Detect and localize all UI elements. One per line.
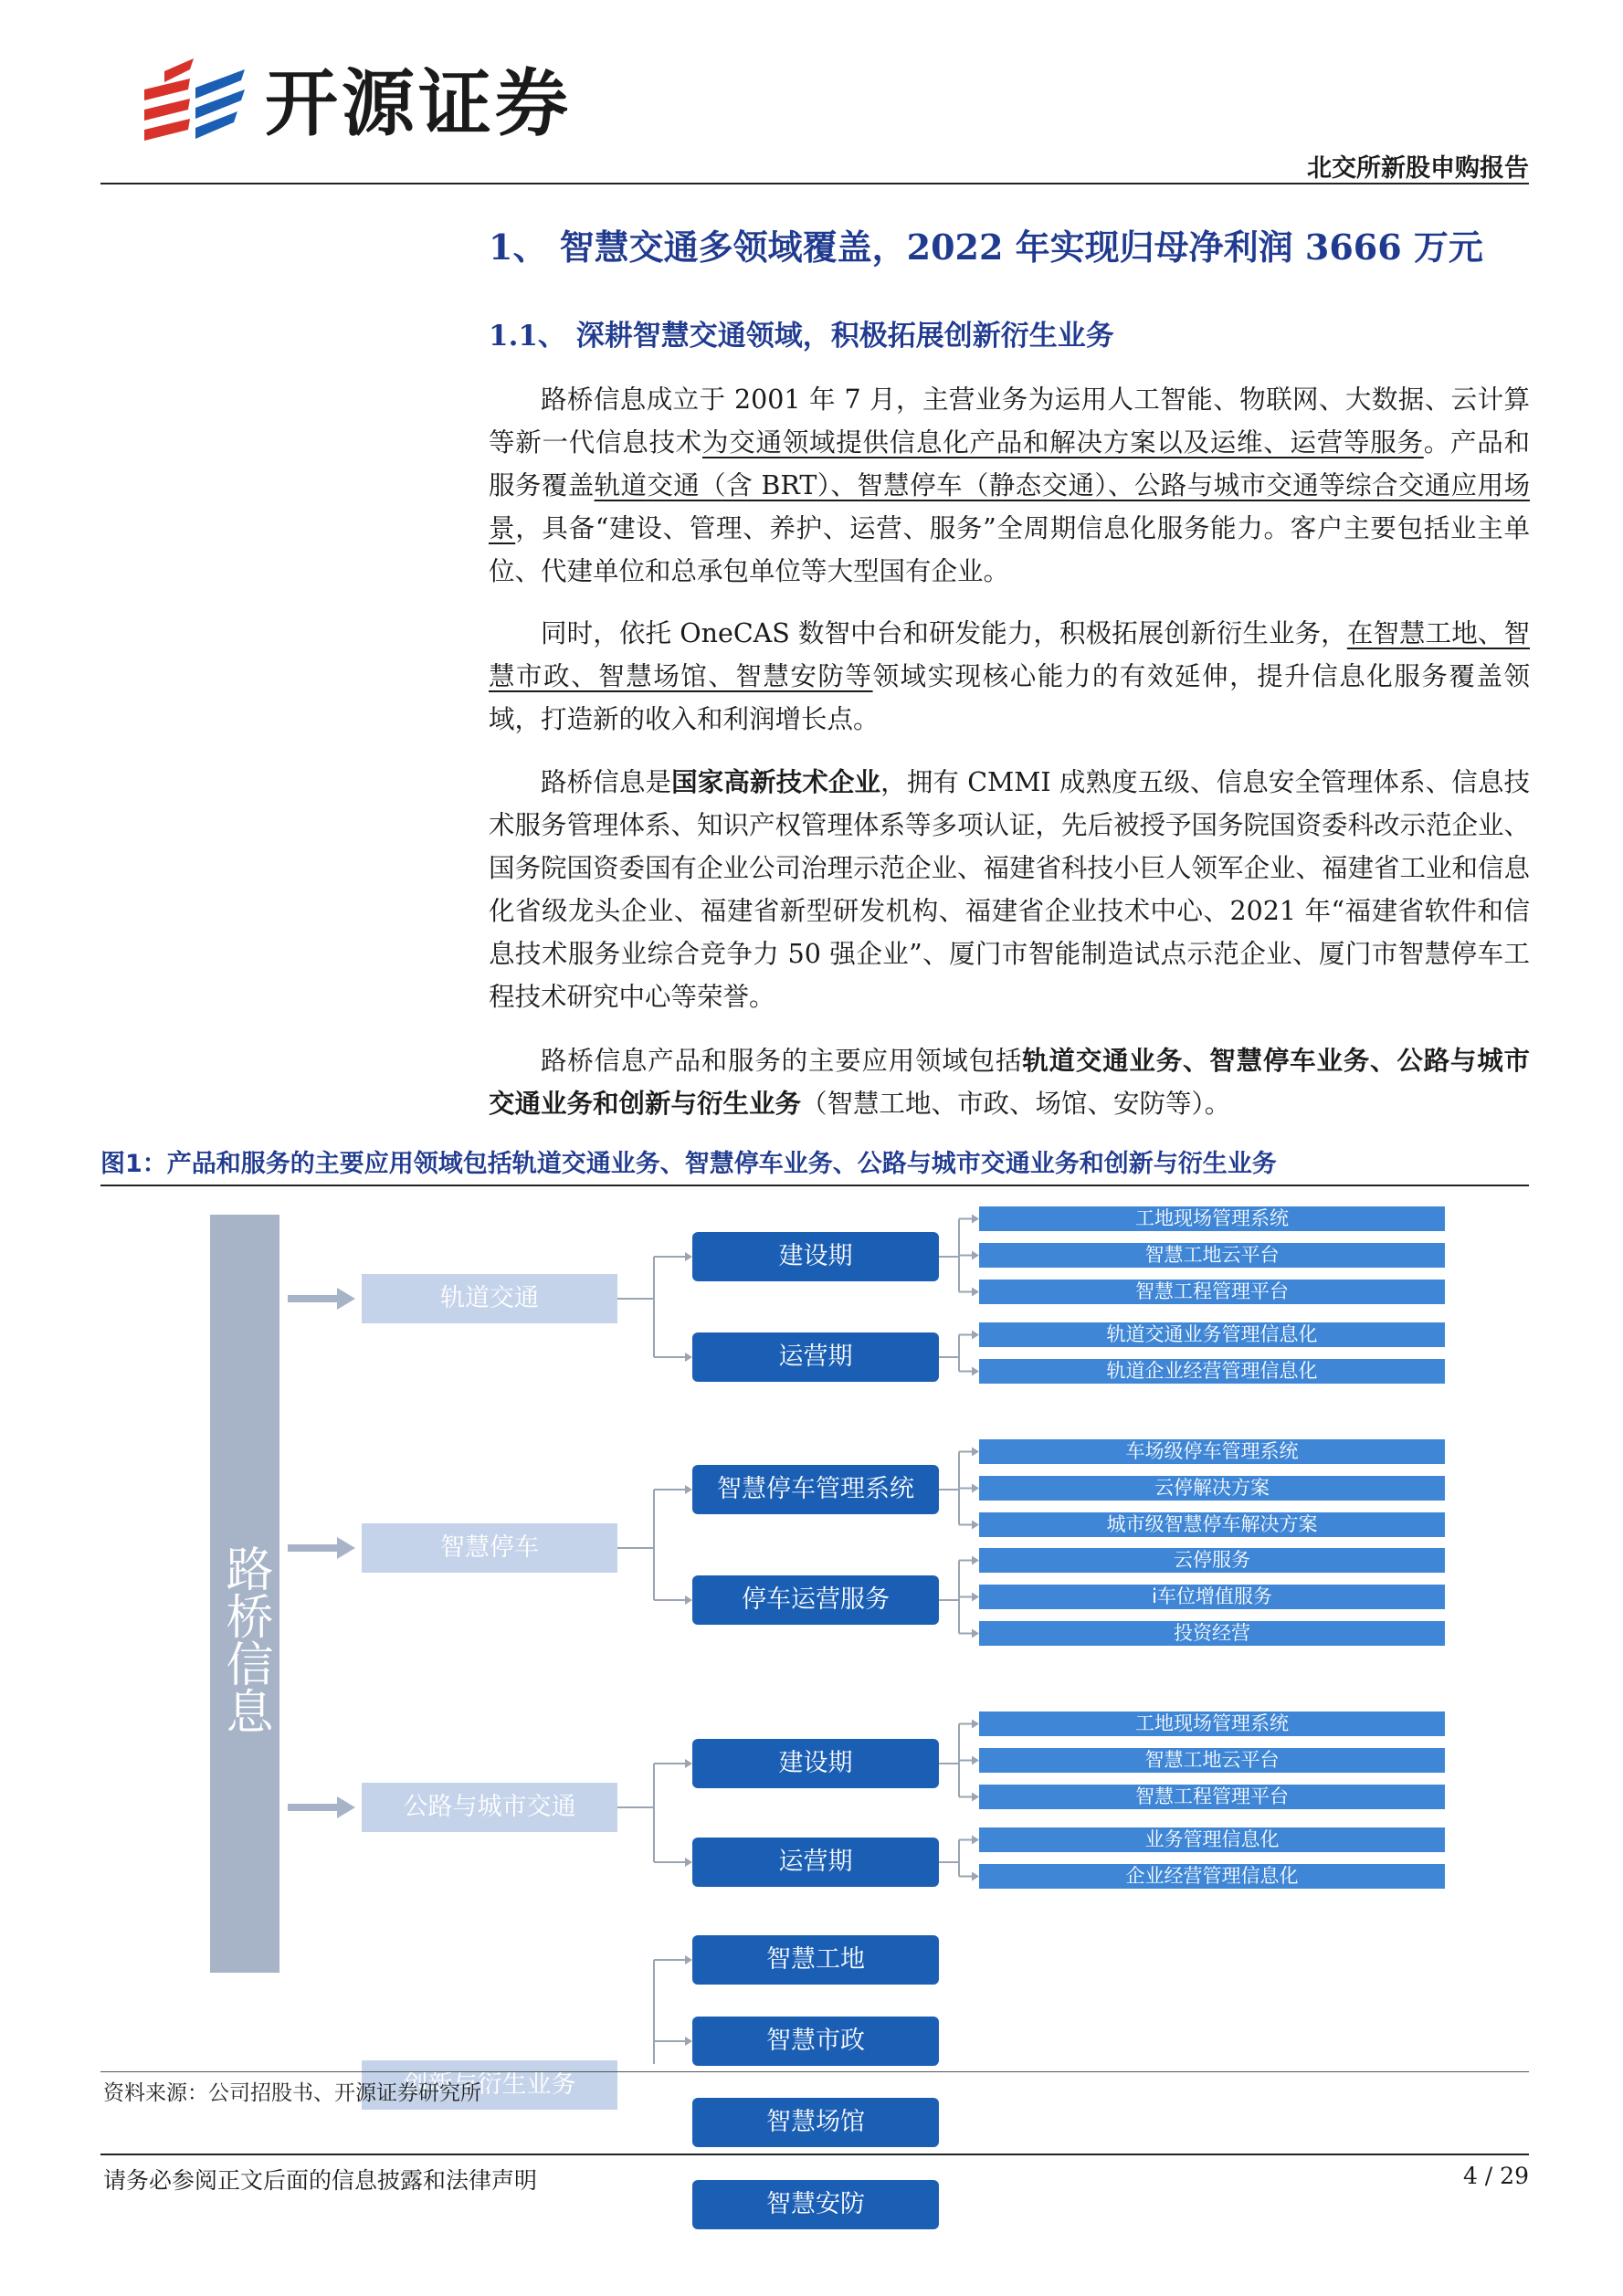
arrow-icon [288, 1537, 355, 1559]
subcategory-box: 建设期 [692, 1739, 939, 1788]
subcategory-box: 建设期 [692, 1232, 939, 1281]
detail-item-box: 智慧工程管理平台 [979, 1280, 1445, 1304]
arrow-icon [288, 1288, 355, 1310]
detail-item-box: 智慧工地云平台 [979, 1748, 1445, 1773]
section-heading: 1、 智慧交通多领域覆盖，2022 年实现归母净利润 3666 万元 [489, 226, 1483, 268]
page-number: 4 / 29 [1462, 2163, 1529, 2189]
category-box: 公路与城市交通 [362, 1783, 617, 1832]
category-box: 智慧停车 [362, 1523, 617, 1573]
paragraph-honors: 路桥信息是国家高新技术企业，拥有 CMMI 成熟度五级、信息安全管理体系、信息技术服务管理体系、知识产权管理体系等多项认证，先后被授予国务院国资委科改示范企业、国务院国资委国有企业公司治理示范企业、福建省科技小巨人领军企业、福建省工业和信息化省级龙头企业、福建省新型研发机构、福建省企业技术中心、2021 年“福建省软件和信息技术服务业综合竞争力 50 强企业”、厦门市智能制造试点示范企业、厦门市智慧停车工程技术研究中心等荣誉。 [489, 766, 1531, 1012]
subcategory-box: 智慧安防 [692, 2180, 939, 2229]
subsection-heading: 1.1、 深耕智慧交通领域，积极拓展创新衍生业务 [489, 320, 1114, 353]
subcategory-box: 智慧市政 [692, 2017, 939, 2066]
paragraph-innovation: 同时，依托 OneCAS 数智中台和研发能力，积极拓展创新衍生业务，在智慧工地、智慧市政、智慧场馆、智慧安防等领域实现核心能力的有效延伸，提升信息化服务覆盖领域，打造新的收入和利润增长点。 [489, 618, 1530, 734]
logo-mark-icon [137, 53, 256, 153]
detail-item-box: 工地现场管理系统 [979, 1206, 1445, 1231]
company-name: 开源证券 [265, 61, 572, 146]
subcategory-box: 停车运营服务 [692, 1575, 939, 1625]
footer-disclaimer: 请务必参阅正文后面的信息披露和法律声明 [103, 2167, 538, 2194]
detail-item-box: 轨道交通业务管理信息化 [979, 1322, 1445, 1347]
detail-item-box: 企业经营管理信息化 [979, 1864, 1445, 1889]
subcategory-box: 运营期 [692, 1332, 939, 1382]
subcategory-box: 智慧停车管理系统 [692, 1465, 939, 1514]
report-type: 北交所新股申购报告 [1307, 154, 1529, 183]
figure-title: 图1：产品和服务的主要应用领域包括轨道交通业务、智慧停车业务、公路与城市交通业务和创新与衍生业务 [100, 1150, 1277, 1178]
detail-item-box: 云停解决方案 [979, 1476, 1445, 1501]
detail-item-box: 工地现场管理系统 [979, 1711, 1445, 1736]
detail-item-box: 车场级停车管理系统 [979, 1439, 1445, 1464]
paragraph-company-intro: 路桥信息成立于 2001 年 7 月，主营业务为运用人工智能、物联网、大数据、云计算等新一代信息技术为交通领域提供信息化产品和解决方案以及运维、运营等服务。产品和服务覆盖轨道交通（含 BRT）、智慧停车（静态交通）、公路与城市交通等综合交通应用场景，具备“建设、管理、养护、运营、服务”全周期信息化服务能力。客户主要包括业主单位、代建单位和总承包单位等大型国有企业。 [489, 384, 1530, 586]
subcategory-box: 智慧工地 [692, 1935, 939, 1985]
detail-item-box: 轨道企业经营管理信息化 [979, 1359, 1445, 1384]
category-box: 轨道交通 [362, 1274, 617, 1323]
detail-item-box: 投资经营 [979, 1621, 1445, 1646]
source-divider [100, 2071, 1529, 2072]
figure-source: 资料来源：公司招股书、开源证券研究所 [103, 2081, 481, 2105]
header-divider [100, 183, 1529, 184]
subcategory-box: 运营期 [692, 1838, 939, 1887]
root-node-label: 路桥信息 [217, 1544, 272, 1734]
footer-divider [100, 2154, 1529, 2155]
detail-item-box: 云停服务 [979, 1548, 1445, 1573]
detail-item-box: i车位增值服务 [979, 1585, 1445, 1609]
detail-item-box: 智慧工地云平台 [979, 1243, 1445, 1268]
figure-divider [100, 1185, 1529, 1186]
category-box: 创新与衍生业务 [362, 2060, 617, 2110]
paragraph-business-areas: 路桥信息产品和服务的主要应用领域包括轨道交通业务、智慧停车业务、公路与城市交通业务和创新与衍生业务（智慧工地、市政、场馆、安防等）。 [489, 1045, 1530, 1119]
detail-item-box: 智慧工程管理平台 [979, 1785, 1445, 1809]
detail-item-box: 城市级智慧停车解决方案 [979, 1512, 1445, 1537]
detail-item-box: 业务管理信息化 [979, 1827, 1445, 1852]
arrow-icon [288, 1796, 355, 1818]
subcategory-box: 智慧场馆 [692, 2098, 939, 2147]
company-logo [137, 53, 612, 153]
